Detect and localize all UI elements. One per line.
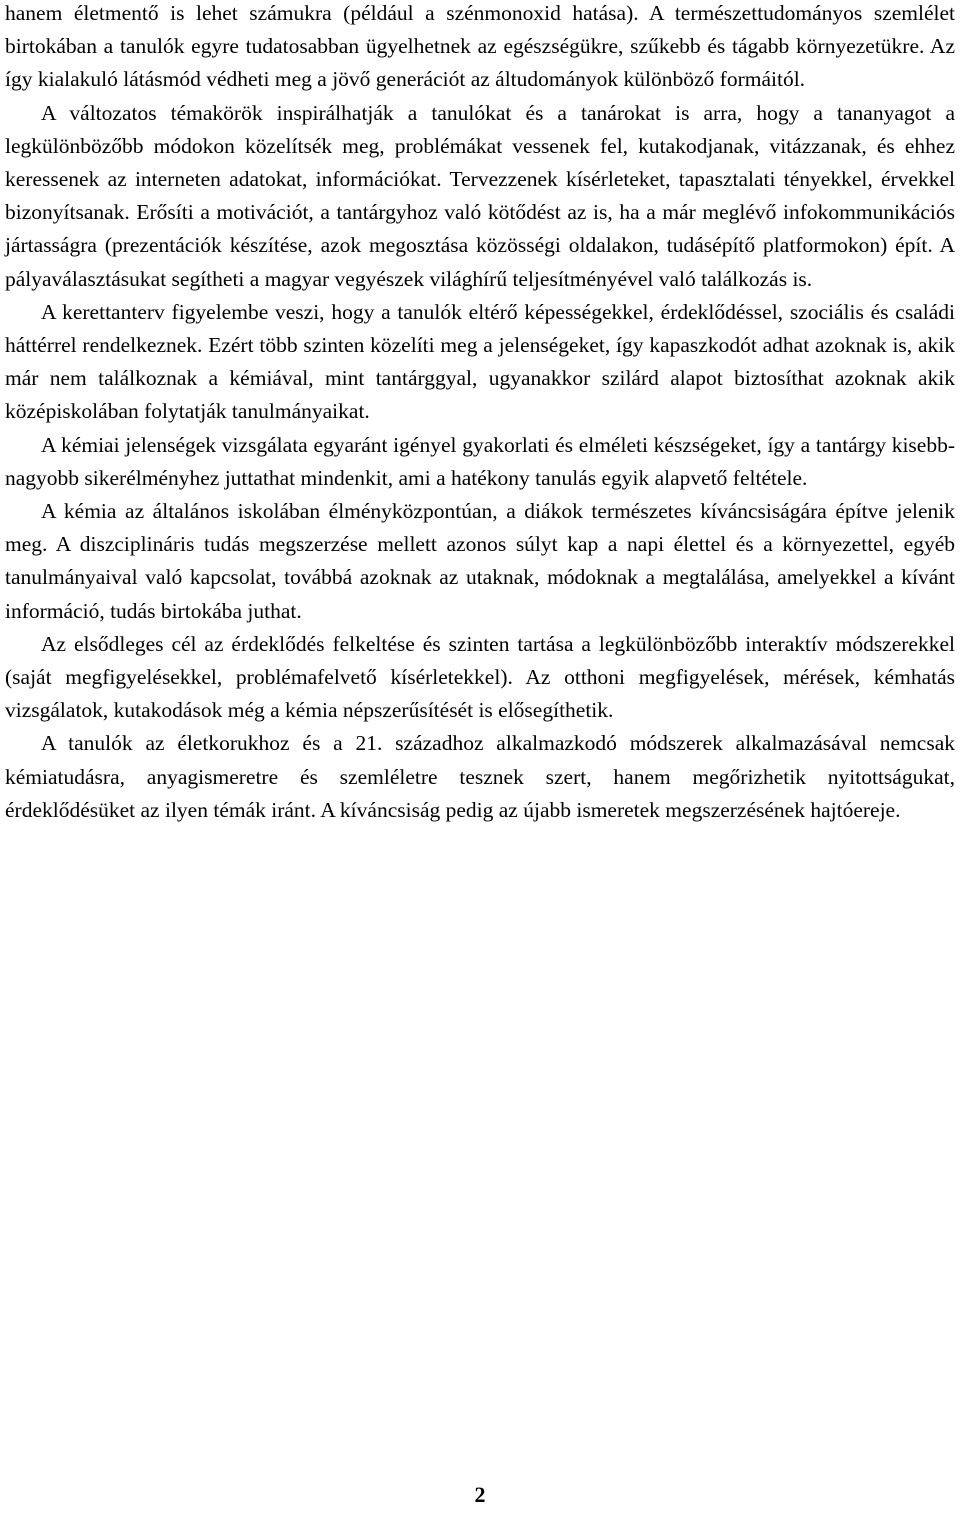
paragraph-continued: hanem életmentő is lehet számukra (például a szénmonoxid hatása). A természettudományos szemlélet birtokában a tanulók egyre tudatosabban ügyelhetnek az egészségükre, szűkebb és tágabb környezetükre. Az így kialakuló látásmód védheti meg a jövő generációt az áltudományok különböző formáitól. (5, 1, 955, 92)
paragraph-curriculum: A kerettanterv figyelembe veszi, hogy a tanulók eltérő képességekkel, érdeklődéssel, szociális és családi háttérrel rendelkeznek. Ezért több szinten közelíti meg a jelenségeket, így kapaszkodót adhat azoknak is, akik már nem találkoznak a kémiával, mint tantárggyal, ugyanakkor szilárd alapot biztosíthat azoknak akik középiskolában folytatják tanulmányaikat. (5, 299, 955, 424)
body-text (5, 0, 955, 827)
paragraph-skills: A kémiai jelenségek vizsgálata egyaránt igényel gyakorlati és elméleti készségeket, így a tantárgy kisebb-nagyobb sikerélményhez juttathat mindenkit, ami a hatékony tanulás egyik alapvető feltétele. (5, 432, 955, 490)
paragraph-primary-goal: Az elsődleges cél az érdeklődés felkeltése és szinten tartása a legkülönbözőbb interaktív módszerekkel (saját megfigyelésekkel, problémafelvető kísérletekkel). Az otthoni megfigyelések, mérések, kémhatás vizsgálatok, kutakodások még a kémia népszerűsítését is elősegíthetik. (5, 631, 955, 723)
paragraph-topics: A változatos témakörök inspirálhatják a tanulókat és a tanárokat is arra, hogy a tananyagot a legkülönbözőbb módokon közelítsék meg, problémákat vessenek fel, kutakodjanak, vitázzanak, és ehhez keressenek az interneten adatokat, információkat. Tervezzenek kísérleteket, tapasztalati tényekkel, érvekkel bizonyítsanak. Erősíti a motivációt, a tantárgyhoz való kötődést az is, ha a már meglévő infokommunikációs jártasságra (prezentációk készítése, azok megosztása közösségi oldalakon, tudásépítő platformokon) épít. A pályaválasztásukat segítheti a magyar vegyészek világhírű teljesítményével való találkozás is. (5, 100, 955, 291)
paragraph-primary-school: A kémia az általános iskolában élményközpontúan, a diákok természetes kíváncsiságára építve jelenik meg. A diszciplináris tudás megszerzése mellett azonos súlyt kap a napi élettel és a környezettel, egyéb tanulmányaival való kapcsolat, továbbá azoknak az utaknak, módoknak a megtalálása, amelyekkel a kívánt információ, tudás birtokába juthat. (5, 499, 955, 623)
page-number: 2 (474, 1482, 486, 1507)
paragraph-methods: A tanulók az életkorukhoz és a 21. századhoz alkalmazkodó módszerek alkalmazásával nemcsak kémiatudásra, anyagismeretre és szemléletre tesznek szert, hanem megőrizhetik nyitottságukat, érdeklődésüket az ilyen témák iránt. A kíváncsiság pedig az újabb ismeretek megszerzésének hajtóereje. (5, 731, 955, 822)
